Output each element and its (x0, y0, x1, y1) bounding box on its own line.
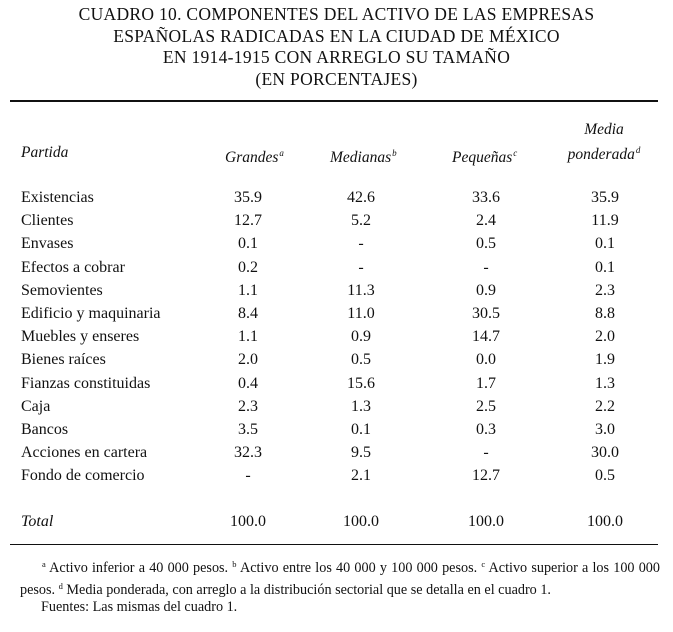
cell-grandes: 35.9 (234, 189, 262, 206)
table-row (0, 418, 673, 441)
row-label: Bancos (21, 420, 69, 438)
cell-grandes: 1.1 (238, 281, 258, 299)
footnote-mark: c (481, 559, 486, 569)
header-medianas: Medianas$^b$ (330, 148, 397, 166)
table-row (0, 372, 673, 395)
table-row (0, 279, 673, 302)
cell-pequenas: 0.0 (476, 351, 496, 369)
cell-grandes: 8.4 (238, 304, 258, 322)
cell-pequenas: 0.3 (476, 420, 496, 438)
cell-medianas: 9.5 (351, 444, 371, 462)
row-label: Clientes (21, 212, 74, 230)
cell-medianas: 15.6 (347, 374, 375, 392)
row-label: Bienes raíces (21, 351, 106, 369)
cell-pequenas: 30.5 (472, 304, 500, 322)
cell-media: 35.9 (591, 189, 619, 206)
row-label: Muebles y enseres (21, 328, 140, 346)
cell-grandes: 2.3 (238, 397, 258, 415)
row-label: Caja (21, 397, 51, 415)
sources-note: Fuentes: Las mismas del cuadro 1. (41, 599, 238, 615)
row-label: Existencias (21, 189, 94, 206)
title-line-4: (EN PORCENTAJES) (255, 68, 418, 89)
cell-pequenas: 0.9 (476, 281, 496, 299)
cell-grandes: 12.7 (234, 212, 262, 230)
table-body (0, 186, 673, 487)
total-pequenas: 100.0 (468, 513, 504, 530)
cell-medianas: - (358, 235, 364, 253)
header-partida: Partida (21, 144, 69, 161)
title-line-2: ESPAÑOLAS RADICADAS EN LA CIUDAD DE MÉXICO (113, 25, 560, 46)
cell-media: 1.9 (595, 351, 615, 369)
cell-grandes: 3.5 (238, 420, 258, 438)
table-row (0, 302, 673, 325)
table-title (0, 4, 673, 90)
cell-media: 0.5 (595, 467, 615, 485)
table-row (0, 232, 673, 255)
table-row (0, 395, 673, 418)
cell-medianas: 42.6 (347, 189, 375, 206)
cell-pequenas: 12.7 (472, 467, 500, 485)
row-label: Edificio y maquinaria (21, 304, 161, 322)
footnote-mark: b (232, 559, 237, 569)
row-label: Envases (21, 235, 74, 253)
cell-pequenas: 2.5 (476, 397, 496, 415)
cell-grandes: 32.3 (234, 444, 262, 462)
cell-grandes: 0.4 (238, 374, 258, 392)
footnote-mark: b (392, 148, 397, 158)
cell-grandes: 0.1 (238, 235, 258, 253)
cell-pequenas: 33.6 (472, 189, 500, 206)
cell-pequenas: 14.7 (472, 328, 500, 346)
total-medianas: 100.0 (343, 513, 379, 530)
cell-medianas: 11.0 (347, 304, 375, 322)
cell-media: 2.0 (595, 328, 615, 346)
total-grandes: 100.0 (230, 513, 266, 530)
cell-grandes: 1.1 (238, 328, 258, 346)
table-row (0, 209, 673, 232)
table-footnotes (20, 556, 660, 617)
footnote-text: $^a$ Activo inferior a 40 000 pesos. $^b$ Activo entre los 40 000 y 100 000 pesos. $^c$ Activo superior a los 100 000 pesos. $^d$ Media ponderada, con arreglo a la distribución sectorial que se detalla en el cuadro 1. (20, 559, 660, 598)
footnote-mark: c (513, 148, 518, 158)
cell-grandes: - (245, 467, 251, 485)
title-line-3: EN 1914-1915 CON ARREGLO SU TAMAÑO (162, 47, 511, 67)
footnote-mark: a (279, 148, 284, 158)
header-grandes: Grandes$^a$ (225, 148, 284, 166)
cell-medianas: 0.5 (351, 351, 371, 369)
row-label: Efectos a cobrar (21, 258, 125, 276)
cell-media: 30.0 (591, 444, 619, 462)
total-row (0, 510, 673, 533)
cell-medianas: 11.3 (347, 281, 375, 299)
row-label: Semovientes (21, 281, 103, 299)
footnote-mark: d (58, 580, 63, 591)
footnote-mark: a (42, 559, 46, 569)
total-label: Total (21, 513, 54, 530)
cell-medianas: - (358, 258, 364, 276)
cell-medianas: 0.1 (351, 420, 371, 438)
table-row (0, 186, 673, 209)
cell-medianas: 1.3 (351, 397, 371, 415)
table-row (0, 464, 673, 487)
cell-media: 2.2 (595, 397, 615, 415)
title-line-1: CUADRO 10. COMPONENTES DEL ACTIVO DE LAS EMPRESAS (78, 4, 595, 24)
cell-pequenas: - (483, 258, 489, 276)
cell-pequenas: 0.5 (476, 235, 496, 253)
footnote-mark: d (635, 145, 641, 155)
cell-media: 0.1 (595, 258, 615, 276)
cell-pequenas: 1.7 (476, 374, 496, 392)
cell-medianas: 2.1 (351, 467, 371, 485)
table-row (0, 441, 673, 464)
cell-medianas: 5.2 (351, 212, 371, 230)
row-label: Acciones en cartera (21, 444, 148, 462)
total-media: 100.0 (587, 513, 623, 530)
table-row (0, 256, 673, 279)
footnote-rule (10, 544, 658, 545)
cell-grandes: 2.0 (238, 351, 258, 369)
cell-pequenas: - (483, 444, 489, 462)
table-row (0, 325, 673, 348)
row-label: Fianzas constituidas (21, 374, 151, 392)
cell-media: 11.9 (591, 212, 619, 230)
header-pequenas: Pequeñas$^c$ (452, 148, 518, 166)
cell-medianas: 0.9 (351, 328, 371, 346)
row-label: Fondo de comercio (21, 467, 145, 485)
table-row (0, 348, 673, 371)
cell-pequenas: 2.4 (476, 212, 496, 230)
cell-media: 3.0 (595, 420, 615, 438)
cell-grandes: 0.2 (238, 258, 258, 276)
cell-media: 1.3 (595, 374, 615, 392)
cell-media: 0.1 (595, 235, 615, 253)
top-rule (10, 100, 658, 102)
cell-media: 8.8 (595, 304, 615, 322)
cell-media: 2.3 (595, 281, 615, 299)
header-media-ponderada: Media ponderada$^d$ (567, 121, 641, 163)
